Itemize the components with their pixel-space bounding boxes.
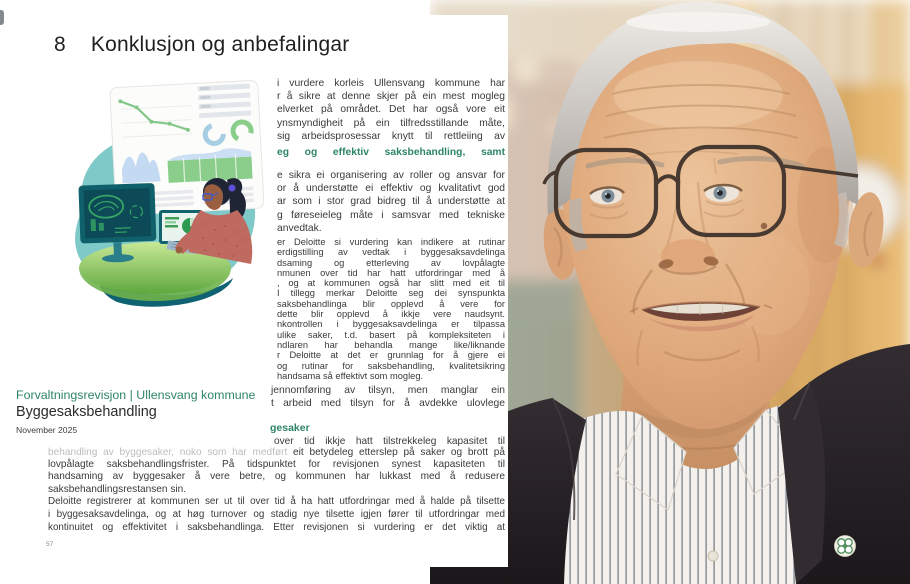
cheek-mole: [761, 223, 767, 229]
doc-text-line: nkontrollen i byggesaksavdelinga er tilpassa: [277, 319, 505, 330]
doc-text-line: saksbehandlinga blir opplevd å vere for: [277, 298, 505, 309]
section-heading-fragment: gesaker: [270, 422, 310, 434]
doc-text-line: r å sikre at denne skjer på ein mest mogleg: [277, 91, 505, 103]
clover-pin-icon: [835, 536, 856, 557]
doc-text-line: og rutinar for saksbehandling, kvalitetsikring: [277, 360, 505, 371]
page-title: [54, 33, 349, 57]
doc-text-line: dsaming og etterleving av lovpålagte: [277, 257, 505, 268]
doc-text-line: ynsmyndigheit på ein tilfredsstillande måte,: [277, 117, 505, 129]
doc-text-line: , og at kommunen også har slitt med eit til: [277, 278, 505, 289]
doc-text-line: handsama så effektivt som mogleg.: [277, 370, 424, 381]
doc-text-line: saksbehandlingsrestansen sin.: [48, 483, 187, 495]
doc-text-line: handsaming av byggesaker å vere betre, og kommunen har lukkast med å redusere: [48, 471, 505, 483]
report-illustration: [55, 80, 265, 320]
doc-text-line: t arbeid med tilsyn for å avdekke ulovlege: [271, 398, 505, 410]
doc-text-line: er Deloitte si vurdering kan indikere at rutinar: [277, 237, 505, 247]
page-corner-mark: [0, 10, 4, 25]
report-series: Forvaltningsrevisjon | Ullensvang kommune: [16, 388, 256, 402]
paragraph-3: [277, 237, 505, 381]
doc-text-line: behandling av byggesaker, noko som har medført eit betydeleg etterslep på saker og brott på: [48, 447, 505, 458]
paragraph-2: [277, 169, 505, 235]
doc-text-line: lovpålagte saksbehandlingsfrister. På tidspunktet for revisjonen synest kapasiteten til: [48, 459, 505, 471]
doc-text-line: sig arbeidsprosessar knytt til rettleiing av: [277, 130, 505, 142]
doc-text-line: Deloitte registrerer at kommunen ser ut til over tid å ha hatt utfordringar med å halde på tilsette: [48, 496, 505, 507]
paragraph-6: [48, 495, 505, 535]
report-cover-block: [0, 382, 270, 440]
doc-text-line: e sikra ei organisering av roller og ansvar for: [277, 170, 505, 181]
doc-text-line: r Deloitte at det er grunnlag for å gjere ei: [277, 350, 505, 361]
section-heading-fragment: eg og effektiv saksbehandling, samt: [277, 147, 505, 158]
doc-text-line: ndlaren har behandla mange like/liknande: [277, 339, 505, 350]
report-title: Byggesaksbehandling: [16, 404, 157, 420]
paragraph-5: [48, 447, 505, 496]
doc-text-line: nmunen over tid har hatt utfordringar med å: [277, 267, 505, 278]
doc-text-line: erdigstilling av vedtak i byggesaksavdelinga: [277, 247, 505, 258]
report-date: November 2025: [16, 425, 78, 435]
doc-text-line: or å understøtte ei effektiv og kvalitativt god: [277, 183, 505, 195]
doc-text-line: elverket på området. Det har også vore eit: [277, 104, 505, 116]
doc-text-line: dette blir opplevd å ikkje vere naudsynt.: [277, 309, 505, 320]
paragraph-4: [271, 384, 505, 410]
page-number: 57: [46, 541, 54, 548]
doc-text-line: ar som i stor grad bidreg til å understøtte at: [277, 196, 505, 208]
doc-text-line: anvedtak.: [277, 222, 322, 234]
covered-text-fragment: behandling av byggesaker, noko som har medført: [48, 447, 288, 458]
doc-text-line: i vurdere korleis Ullensvang kommune har: [277, 78, 505, 89]
chapter-number: 8: [54, 33, 66, 56]
hair-tie: [229, 185, 236, 192]
doc-text-line: ulike saker, t.d. basert på kompleksiteten i: [277, 329, 505, 340]
report-page: [0, 15, 508, 567]
doc-text-line: over tid ikkje hatt tilstrekkeleg kapasitet til: [274, 436, 505, 447]
chapter-title: Konklusjon og anbefalingar: [90, 33, 350, 56]
doc-text-line: I tillegg merkar Deloitte seg dei synspunkta: [277, 288, 505, 299]
doc-text-line: jennomføring av tilsyn, men manglar ein: [271, 385, 505, 396]
doc-text-line: kontinuitet og effektivitet i saksbehandlinga. Etter revisjonen si vurdering er det viktig at: [48, 522, 505, 534]
doc-text-line: g føreseieleg måte i samsvar med tekniske: [277, 209, 505, 221]
doc-text-line: i byggesaksavdelinga, og at høg turnover og stadig nye tilsette igjen fører til utfordringar med: [48, 509, 505, 521]
paragraph-1: [277, 77, 505, 143]
